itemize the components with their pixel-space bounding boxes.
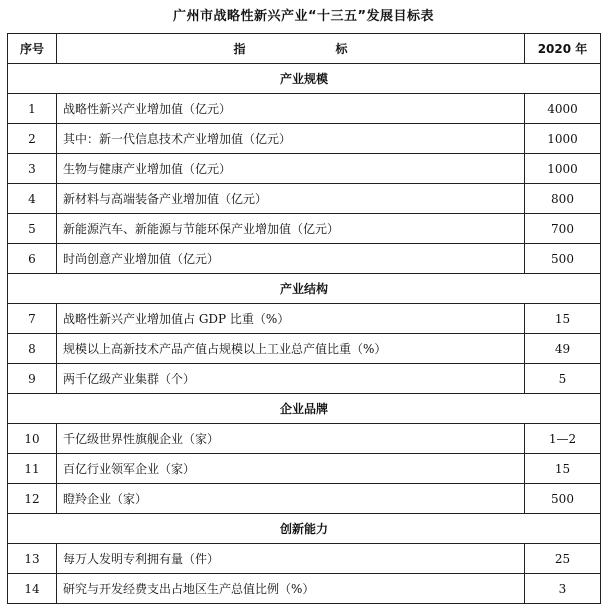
row-value: 1000 <box>525 154 601 184</box>
section-title: 产业规模 <box>8 64 601 94</box>
table-row <box>8 574 601 604</box>
table-row <box>8 94 601 124</box>
row-number: 6 <box>8 244 57 274</box>
row-indicator: 两千亿级产业集群（个） <box>57 364 525 394</box>
row-indicator: 规模以上高新技术产品产值占规模以上工业总产值比重（%） <box>57 334 525 364</box>
table-row <box>8 544 601 574</box>
row-indicator: 时尚创意产业增加值（亿元） <box>57 244 525 274</box>
table-row <box>8 334 601 364</box>
table-row <box>8 364 601 394</box>
row-number: 14 <box>8 574 57 604</box>
row-indicator: 新材料与高端装备产业增加值（亿元） <box>57 184 525 214</box>
row-number: 11 <box>8 454 57 484</box>
table-row <box>8 304 601 334</box>
row-value: 500 <box>525 484 601 514</box>
table-row <box>8 184 601 214</box>
table-body <box>8 64 601 604</box>
row-indicator: 瞪羚企业（家） <box>57 484 525 514</box>
header-indicator-part1: 指 <box>233 42 246 56</box>
row-value: 1—2 <box>525 424 601 454</box>
row-number: 10 <box>8 424 57 454</box>
row-value: 25 <box>525 544 601 574</box>
row-number: 1 <box>8 94 57 124</box>
header-row <box>8 34 601 64</box>
row-number: 2 <box>8 124 57 154</box>
header-indicator-part2: 标 <box>335 42 348 56</box>
row-number: 5 <box>8 214 57 244</box>
row-number: 4 <box>8 184 57 214</box>
row-number: 9 <box>8 364 57 394</box>
header-num: 序号 <box>8 34 57 64</box>
table-row <box>8 244 601 274</box>
table-title: 广州市战略性新兴产业“十三五”发展目标表 <box>172 9 435 24</box>
row-value: 15 <box>525 454 601 484</box>
row-number: 3 <box>8 154 57 184</box>
row-indicator: 战略性新兴产业增加值（亿元） <box>57 94 525 124</box>
row-number: 13 <box>8 544 57 574</box>
section-row <box>8 514 601 544</box>
row-indicator: 百亿行业领军企业（家） <box>57 454 525 484</box>
row-value: 5 <box>525 364 601 394</box>
row-number: 8 <box>8 334 57 364</box>
table-row <box>8 124 601 154</box>
row-indicator: 其中：新一代信息技术产业增加值（亿元） <box>57 124 525 154</box>
row-value: 4000 <box>525 94 601 124</box>
row-indicator: 研究与开发经费支出占地区生产总值比例（%） <box>57 574 525 604</box>
row-indicator: 千亿级世界性旗舰企业（家） <box>57 424 525 454</box>
header-year: 2020 年 <box>525 34 601 64</box>
row-value: 3 <box>525 574 601 604</box>
row-number: 12 <box>8 484 57 514</box>
section-row <box>8 274 601 304</box>
row-value: 1000 <box>525 124 601 154</box>
table-row <box>8 214 601 244</box>
row-indicator: 生物与健康产业增加值（亿元） <box>57 154 525 184</box>
header-indicator <box>57 34 525 64</box>
section-row <box>8 394 601 424</box>
row-value: 800 <box>525 184 601 214</box>
section-title: 企业品牌 <box>8 394 601 424</box>
table-row <box>8 454 601 484</box>
row-number: 7 <box>8 304 57 334</box>
row-indicator: 战略性新兴产业增加值占 GDP 比重（%） <box>57 304 525 334</box>
row-value: 49 <box>525 334 601 364</box>
section-title: 产业结构 <box>8 274 601 304</box>
row-indicator: 每万人发明专利拥有量（件） <box>57 544 525 574</box>
section-title: 创新能力 <box>8 514 601 544</box>
table-row <box>8 424 601 454</box>
row-value: 700 <box>525 214 601 244</box>
targets-table <box>7 33 601 604</box>
section-row <box>8 64 601 94</box>
table-row <box>8 154 601 184</box>
table-row <box>8 484 601 514</box>
row-indicator: 新能源汽车、新能源与节能环保产业增加值（亿元） <box>57 214 525 244</box>
row-value: 500 <box>525 244 601 274</box>
row-value: 15 <box>525 304 601 334</box>
